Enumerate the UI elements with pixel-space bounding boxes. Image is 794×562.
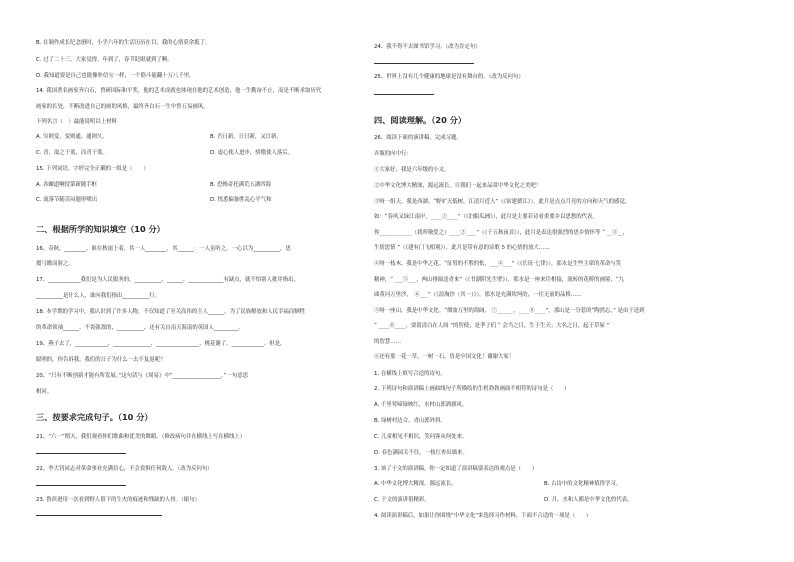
q19-line-1: 19、燕子去了，____________，______________，________________，桃花谢了，____________。但是，: [36, 341, 286, 347]
section-4-heading: 四、阅读理解。（20 分）: [374, 115, 467, 125]
sub-q2-option-c: C. 儿童相见不相识，笑问客从何处来。: [374, 434, 468, 440]
q15-prompt: 15. 下列词语，字形完全正确的一组是（ ）: [36, 166, 149, 172]
q23-answer-line[interactable]: [36, 509, 162, 516]
speech-para-5b: “ ____⑧____，要留清白在人间 ”的智使；是孝子们 “ 会当之日，生于生天；大名之日，起于草屋 ”: [374, 323, 610, 329]
q21-text: 21、“六一”期天，我们观看你们歌曲和优美的舞蹈。（修改病句并在横线上写在横线上）: [36, 434, 246, 440]
speech-para-5a: ⑤呀一座山，我是中华文化。“烟波万里的海阔， ⑦______，____⑧____”，那山是一分惹的“陶然忘，” 是由于送到: [374, 308, 645, 314]
sub-q2-option-d: D. 春色满园关不住，一枝红杏出墙来。: [374, 450, 468, 456]
q15-option-b: B. 恐怖奇托满荒五湖四海: [210, 182, 272, 188]
q21-answer-line[interactable]: [36, 447, 126, 454]
q14-text-2: 画家的长处，不断改进自己的画的风格，最终齐白石一生中曾五易画风。: [36, 104, 209, 110]
sub-q4: 4. 阅读演讲稿后，如果让你围绕“中华文化”来选择习作材料，下面不合适的一项是（ ）: [374, 513, 592, 519]
q18-line-2: 的革命领袖______，不畏强敌的，__________，还有关自南天海南的英国人_________。: [36, 325, 244, 331]
q24-text: 24、我不得不去图书馆学习。（改为肯定句）: [374, 44, 481, 50]
q15-option-d: D. 恍悉偏备胜乱心平气和: [210, 197, 272, 203]
q13-option-b: B. 在制作成长纪念册时，小学六年的生活历历在目，我的心情莫余抵了。: [36, 40, 211, 46]
q17-line-2: __________是什么人，谁向我们指出__________行。: [36, 293, 160, 299]
sub-q3: 3. 该了于文的演讲稿，你一定知道了演讲稿要表达的观点是（ ）: [374, 466, 538, 472]
speech-para-4c: 曲黄河万里沙， ⑥___”（《浪淘沙（其一）》），那水是充满坎坷的，一往无前的品格……: [374, 292, 582, 298]
speech-para-3a: ③呀一组天，我是西湖。“野旷天低树，江清月近人”（《宿建德江》），此月是点点月亮的方向和天气的感觉，: [374, 199, 631, 205]
speech-para-6: ⑥还有那一花一草，一树一石，皆是中国文化！谢谢大家！: [374, 354, 515, 360]
speech-para-3d: 生情思情 ”（《建有门飞相观》），此月是带有意的诗歌 5 的心情的放大……: [374, 245, 550, 251]
q24-answer-line[interactable]: [374, 57, 474, 64]
section-2-heading: 二、根据所学的知识填空（10 分）: [36, 224, 165, 234]
q25-answer-line[interactable]: [374, 88, 434, 95]
q14-prompt: 下列名言（ ）最能说明以上材料: [36, 119, 117, 125]
q20-line-2: 相同。: [36, 389, 53, 395]
speech-para-4b: 精神，“ ___⑤___，两山排闼送青来”（《书湖阴先生壁》），那水是一座来往相接，流转的花桥的画境；“九: [374, 277, 624, 283]
q26-prompt: 26、阅读下面的演讲稿，完成习题。: [374, 135, 462, 141]
q14-option-c: C. 青，取之于蓝，而青于蓝。: [36, 150, 108, 156]
q14-option-a: A. 穷则变，变则通，通则久。: [36, 134, 108, 140]
q14-option-d: D. 虚心使人进步，骄傲使人落后。: [210, 150, 294, 156]
speech-para-3c: 你____________（我所敬爱之）____②____”（《千五秋夜首》），此月是表达很强烈的思乡情怀等 “ __③__，: [374, 230, 629, 236]
q16-line-2: 援弓缴而射之。: [36, 261, 74, 267]
speech-para-2: ②中华文化博大精深，源远流长。让我们一起来品赏中华文化之美吧！: [374, 183, 542, 189]
speech-para-1: ①大家好，我是六年级的小文。: [374, 167, 450, 173]
sub-q2: 2. 下列诗句和演讲稿上画曲线句子所描绘的生机勃勃画面不相符的诗句是（ ）: [374, 386, 570, 392]
q16-line-1: 16、奇秋，________，谁在秋雨上着，其一人________，其______：一人虽听之，一心以为__________，思: [36, 246, 291, 252]
q18-line-1: 18. 本学期的学习中，我认识到了许多人物，不仅知道了至关高伟的主人______，为了民族解放和人民幸福而牺牲: [36, 309, 306, 315]
q15-option-a: A. 各螺道啊侵第新随手框: [36, 182, 97, 188]
sub-q3-option-b: B. 古诗中的文化精神值得学习。: [544, 481, 622, 487]
speech-salutation: 弄瓶的向中行：: [374, 151, 412, 157]
q14-text-1: 14. 我国著名画家齐白石，曾研国际和平奖。他的艺术成就也体现在他的艺术创造，他一生勤奋不止，而是不断求取历代: [36, 88, 322, 94]
q25-text: 25、世界上没有几个健康的地球是没有舞台的。（改为反问句）: [374, 74, 524, 80]
sub-q3-option-a: A. 中华文化博大精深，源远流长。: [374, 481, 457, 487]
sub-q3-option-d: D. 月，水和人都是中华文化的代表。: [544, 497, 633, 503]
speech-para-4a: ④呀一枝木，我是中华之花。“征男的不胜的怅，___④___”（《长征·七律》），那水是生些主席的革命与笑: [374, 261, 622, 267]
section-3-heading: 三、按要求完成句子。（10 分）: [36, 412, 153, 422]
sub-q3-option-c: C. 于文的演讲很精彩。: [374, 497, 430, 503]
sub-q2-option-a: A. 千里莺啼绿映红，水村山郭酒旗风。: [374, 402, 468, 408]
q22-text: 22、李大钊同志对革命事业充满信心，不会畏惧任何敌人。（改为反问句）: [36, 466, 213, 472]
q17-line-1: 17、____________我们是为人民服务的，__________，______，_____________有缺点，就不怕别人批评指出，: [36, 277, 299, 283]
q23-text: 23. 鲁滨逊用一次看到野人留下的生火的痕迹和残缺的人骨。（缩句）: [36, 497, 200, 503]
q14-option-b: B. 吾日新，日日新，又日新。: [210, 134, 282, 140]
sub-q1: 1. 在横线上填写合适的诗句。: [374, 371, 446, 377]
sub-q2-option-b: B. 绿树村边合，青山郭外斜。: [374, 418, 446, 424]
q22-answer-line[interactable]: [36, 479, 126, 486]
speech-para-5c: 的智慧……: [374, 339, 401, 345]
q13-option-d: D. 我知道要是自己也能像朴信宝一样，一个筋斗能翻十万八千里。: [36, 73, 195, 79]
q20-line-1: 20、“只有不断创新才能有所发展。”这句话与《周易》中“__________________。”一句意思: [36, 373, 249, 379]
q15-option-c: C. 流落节随苦闷题形喷出: [36, 197, 98, 203]
q13-option-c: C. 过了二十三，大家觉得，年到了，春节眨眼就到了啊。: [36, 57, 173, 63]
speech-para-3b: 如：“春风又绿江南岸，____①____”（《泊船瓜洲》），此月是主要若诗看重要乡以思愁的代表，: [374, 214, 598, 220]
q19-line-2: 聪明的，你告诉我，我们的日子为什么一去不复返呢？: [36, 357, 166, 363]
